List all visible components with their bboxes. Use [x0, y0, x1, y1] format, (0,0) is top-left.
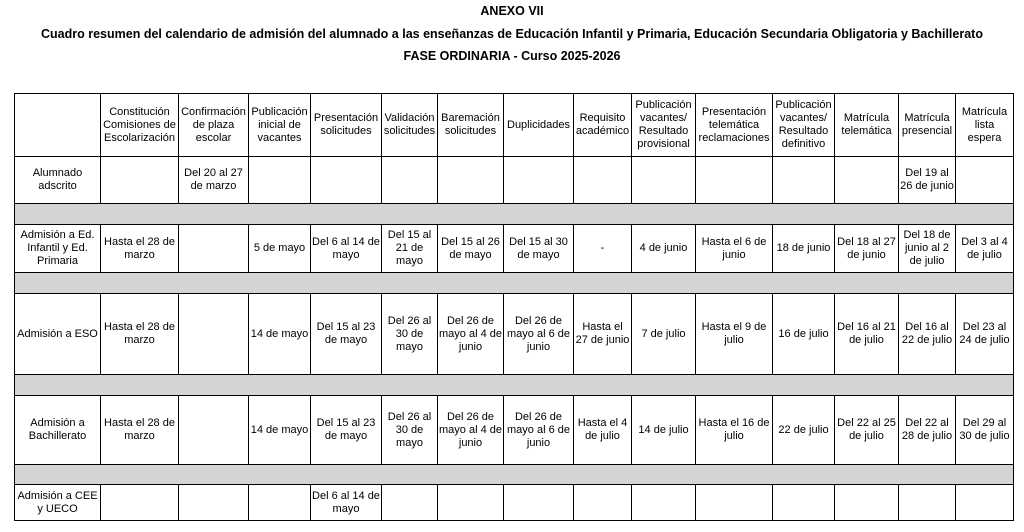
column-header: Presentación solicitudes — [311, 94, 382, 157]
table-cell: Del 6 al 14 de mayo — [311, 225, 382, 273]
phase-title: FASE ORDINARIA - Curso 2025-2026 — [403, 49, 621, 63]
row-label: Admisión a Ed. Infantil y Ed. Primaria — [15, 225, 101, 273]
column-header: Publicación vacantes/ Resultado definitivo — [773, 94, 835, 157]
table-row — [15, 294, 1014, 375]
column-header: Matrícula telemática — [835, 94, 899, 157]
table-cell — [956, 485, 1014, 521]
table-cell: Del 22 al 25 de julio — [835, 396, 899, 465]
separator-row — [15, 273, 1014, 294]
table-cell: Hasta el 28 de marzo — [101, 294, 179, 375]
table-cell — [382, 485, 438, 521]
table-cell — [632, 157, 696, 204]
table-cell: Del 26 de mayo al 4 de junio — [438, 294, 504, 375]
table-cell: Hasta el 28 de marzo — [101, 396, 179, 465]
table-cell: Hasta el 4 de julio — [574, 396, 632, 465]
table-cell: 14 de mayo — [249, 294, 311, 375]
table-cell: Hasta el 27 de junio — [574, 294, 632, 375]
table-cell: Del 19 al 26 de junio — [899, 157, 956, 204]
table-row — [15, 485, 1014, 521]
table-cell — [504, 485, 574, 521]
table-cell — [101, 157, 179, 204]
row-label: Admisión a CEE y UECO — [15, 485, 101, 521]
row-label: Admisión a Bachillerato — [15, 396, 101, 465]
table-cell — [696, 157, 773, 204]
table-cell: Del 18 de junio al 2 de julio — [899, 225, 956, 273]
table-cell: - — [574, 225, 632, 273]
table-cell — [956, 157, 1014, 204]
table-cell — [632, 485, 696, 521]
table-cell: Del 16 al 21 de julio — [835, 294, 899, 375]
row-label: Alumnado adscrito — [15, 157, 101, 204]
table-cell: 5 de mayo — [249, 225, 311, 273]
table-cell — [835, 485, 899, 521]
table-cell: Del 20 al 27 de marzo — [179, 157, 249, 204]
separator-cell — [15, 375, 1014, 396]
table-row — [15, 396, 1014, 465]
separator-cell — [15, 273, 1014, 294]
column-header: Constitución Comisiones de Escolarización — [101, 94, 179, 157]
table-cell — [101, 485, 179, 521]
table-cell: Hasta el 9 de julio — [696, 294, 773, 375]
admission-calendar-table — [14, 93, 1014, 521]
table-cell: Del 26 de mayo al 6 de junio — [504, 396, 574, 465]
column-header: Confirmación de plaza escolar — [179, 94, 249, 157]
annex-title: ANEXO VII — [480, 4, 544, 18]
table-cell: 4 de junio — [632, 225, 696, 273]
table-cell: Del 15 al 30 de mayo — [504, 225, 574, 273]
table-cell: Del 15 al 23 de mayo — [311, 396, 382, 465]
column-header: Publicación vacantes/ Resultado provisional — [632, 94, 696, 157]
table-cell — [773, 157, 835, 204]
table-cell: 14 de julio — [632, 396, 696, 465]
header-row — [15, 94, 1014, 157]
table-cell — [438, 485, 504, 521]
table-cell — [438, 157, 504, 204]
table-cell: Del 18 al 27 de junio — [835, 225, 899, 273]
separator-cell — [15, 465, 1014, 485]
column-header: Duplicidades — [504, 94, 574, 157]
table-cell: Del 15 al 26 de mayo — [438, 225, 504, 273]
table-cell — [179, 294, 249, 375]
table-cell — [179, 225, 249, 273]
column-header: Presentación telemática reclamaciones — [696, 94, 773, 157]
column-header: Validación solicitudes — [382, 94, 438, 157]
table-cell: Hasta el 6 de junio — [696, 225, 773, 273]
table-cell: 14 de mayo — [249, 396, 311, 465]
table-cell — [179, 396, 249, 465]
table-cell: Del 26 al 30 de mayo — [382, 396, 438, 465]
column-header: Matrícula presencial — [899, 94, 956, 157]
table-cell — [504, 157, 574, 204]
table-cell — [835, 157, 899, 204]
row-label: Admisión a ESO — [15, 294, 101, 375]
table-cell: 22 de julio — [773, 396, 835, 465]
table-cell — [249, 157, 311, 204]
table-cell: Hasta el 16 de julio — [696, 396, 773, 465]
separator-row — [15, 375, 1014, 396]
table-cell: Hasta el 28 de marzo — [101, 225, 179, 273]
separator-row — [15, 204, 1014, 225]
table-cell: 18 de junio — [773, 225, 835, 273]
table-cell: Del 22 al 28 de julio — [899, 396, 956, 465]
document-subtitle: Cuadro resumen del calendario de admisión del alumnado a las enseñanzas de Educación Infantil y Primaria, Educación Secundaria Obligatoria y Bachillerato — [41, 27, 983, 41]
table-cell — [382, 157, 438, 204]
column-header: Matrícula lista espera — [956, 94, 1014, 157]
table-cell: Del 29 al 30 de julio — [956, 396, 1014, 465]
table-cell: 16 de julio — [773, 294, 835, 375]
table-cell — [696, 485, 773, 521]
table-cell — [899, 485, 956, 521]
table-cell — [574, 485, 632, 521]
separator-cell — [15, 204, 1014, 225]
separator-row — [15, 465, 1014, 485]
table-cell: 7 de julio — [632, 294, 696, 375]
table-cell — [179, 485, 249, 521]
table-cell — [773, 485, 835, 521]
table-cell — [249, 485, 311, 521]
table-cell: Del 23 al 24 de julio — [956, 294, 1014, 375]
table-row — [15, 225, 1014, 273]
table-cell: Del 3 al 4 de julio — [956, 225, 1014, 273]
table-row — [15, 157, 1014, 204]
table-cell — [311, 157, 382, 204]
table-cell: Del 15 al 21 de mayo — [382, 225, 438, 273]
column-header: Requisito académico — [574, 94, 632, 157]
table-cell: Del 26 de mayo al 4 de junio — [438, 396, 504, 465]
column-header: Publicación inicial de vacantes — [249, 94, 311, 157]
table-cell: Del 15 al 23 de mayo — [311, 294, 382, 375]
table-cell: Del 26 de mayo al 6 de junio — [504, 294, 574, 375]
column-header — [15, 94, 101, 157]
table-cell: Del 6 al 14 de mayo — [311, 485, 382, 521]
table-cell — [574, 157, 632, 204]
table-cell: Del 16 al 22 de julio — [899, 294, 956, 375]
table-cell: Del 26 al 30 de mayo — [382, 294, 438, 375]
column-header: Baremación solicitudes — [438, 94, 504, 157]
